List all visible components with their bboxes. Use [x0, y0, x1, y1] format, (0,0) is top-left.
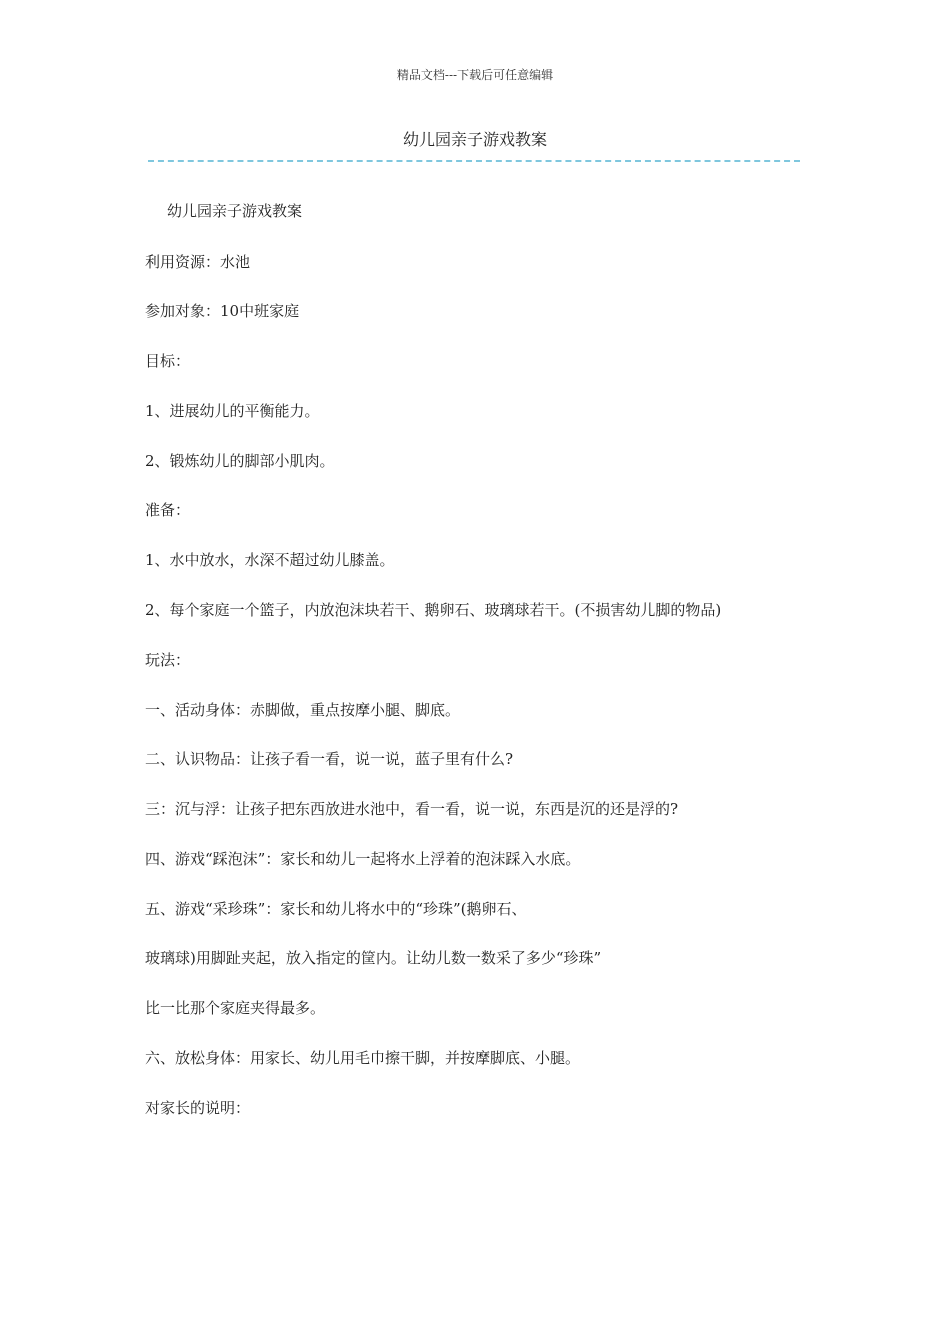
body-line: 四、游戏“踩泡沫”：家长和幼儿一起将水上浮着的泡沫踩入水底。 — [145, 850, 581, 868]
body-line: 1、水中放水，水深不超过幼儿膝盖。 — [145, 551, 395, 569]
body-line: 五、游戏“采珍珠”：家长和幼儿将水中的“珍珠”(鹅卵石、 — [145, 900, 527, 918]
body-line: 利用资源：水池 — [145, 253, 251, 271]
body-line: 1、进展幼儿的平衡能力。 — [145, 402, 320, 420]
body-line: 参加对象：10中班家庭 — [145, 302, 300, 320]
body-line: 2、锻炼幼儿的脚部小肌肉。 — [145, 452, 335, 470]
body-line: 玩法： — [145, 651, 191, 669]
header-note: 精品文档---下载后可任意编辑 — [396, 68, 554, 82]
document-title: 幼儿园亲子游戏教案 — [402, 130, 547, 149]
body-heading: 幼儿园亲子游戏教案 — [167, 202, 303, 220]
body-line: 三：沉与浮：让孩子把东西放进水池中，看一看，说一说，东西是沉的还是浮的? — [145, 800, 679, 818]
body-line: 目标： — [145, 352, 191, 370]
body-line: 一、活动身体：赤脚做，重点按摩小腿、脚底。 — [145, 701, 461, 719]
body-line: 比一比那个家庭夹得最多。 — [145, 999, 326, 1017]
title-divider — [148, 160, 800, 162]
body-line: 二、认识物品：让孩子看一看，说一说，蓝子里有什么? — [145, 750, 514, 768]
body-line: 2、每个家庭一个篮子，内放泡沫块若干、鹅卵石、玻璃球若干。(不损害幼儿脚的物品) — [145, 601, 722, 619]
body-line: 六、放松身体：用家长、幼儿用毛巾擦干脚，并按摩脚底、小腿。 — [145, 1049, 581, 1067]
body-line: 对家长的说明： — [145, 1099, 251, 1117]
body-line: 玻璃球)用脚趾夹起，放入指定的筐内。让幼儿数一数采了多少“珍珠” — [145, 949, 602, 967]
body-line: 准备： — [145, 501, 191, 519]
